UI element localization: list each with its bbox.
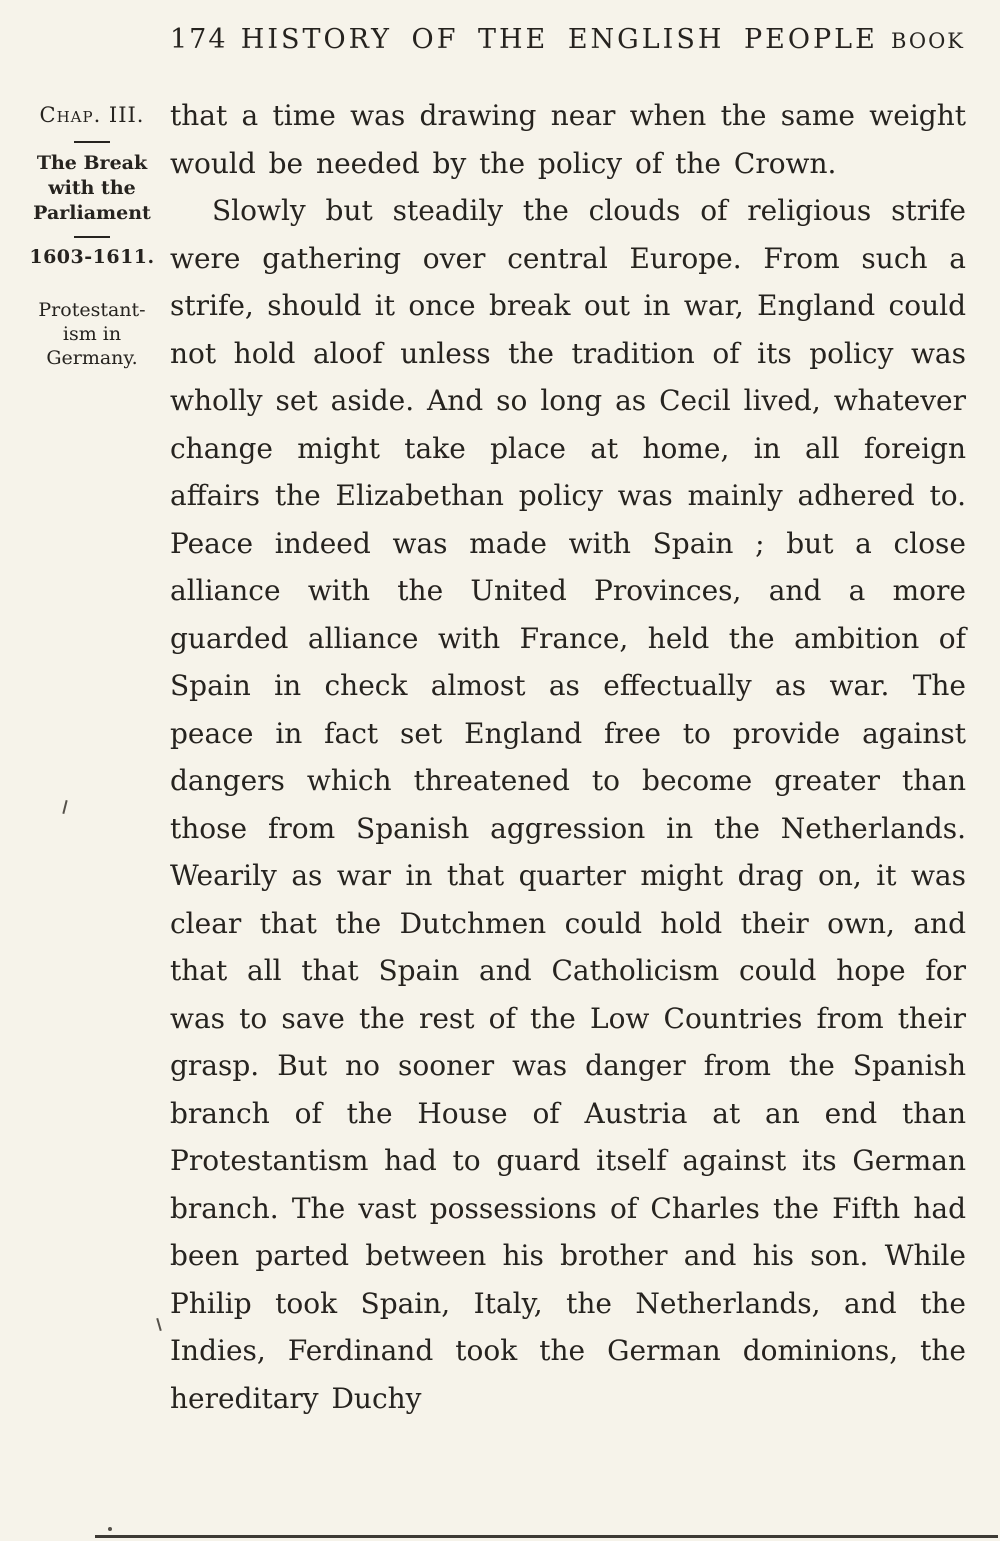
book-label: BOOK [891, 29, 965, 53]
scan-artifact [62, 800, 67, 814]
paragraph: that a time was drawing near when the same weight would be needed by the policy of the Crown. [170, 99, 966, 180]
margin-note-line: Germany. [46, 347, 138, 369]
margin-note-break-with-parliament [18, 151, 166, 226]
body-text [170, 92, 966, 1422]
margin-note-line: ism in [62, 323, 122, 345]
margin-note-line: with the [48, 177, 136, 199]
margin-note-line: Protestant- [38, 299, 146, 321]
page-header [170, 24, 965, 55]
scan-artifact [108, 1527, 112, 1531]
date-range-label: 1603-1611. [29, 246, 155, 268]
margin-note-protestantism [18, 298, 166, 370]
chapter-heading: Chap. III. [39, 103, 145, 127]
paragraph: Slowly but steadily the clouds of religious strife were gathering over central Europe. From such a strife, should it once break out in war, England could not hold aloof unless the tradition of its policy was wholly set aside. And so long as Cecil lived, whatever change might take place at home, in all foreign affairs the Elizabethan policy was mainly adhered to. Peace indeed was made with Spain ; but a close alliance with the United Provinces, and a more guarded alliance with France, held the ambition of Spain in check almost as effectually as war. The peace in fact set England free to provide against dangers which threatened to become greater than those from Spanish aggression in the Netherlands. Wearily as war in that quarter might drag on, it was clear that the Dutchmen could hold their own, and that all that Spain and Catholicism could hope for was to save the rest of the Low Countries from their grasp. But no sooner was danger from the Spanish branch of the House of Austria at an end than Protestantism had to guard itself against its German branch. The vast possessions of Charles the Fifth had been parted between his brother and his son. While Philip took Spain, Italy, the Netherlands, and the Indies, Ferdinand took the German dominions, the hereditary Duchy [170, 194, 966, 1415]
page-number: 174 [170, 24, 228, 55]
margin-note-line: Parliament [33, 202, 151, 224]
margin-rule [74, 141, 110, 143]
scan-artifact [156, 1318, 162, 1331]
margin-note-line: The Break [36, 152, 148, 174]
margin-rule [74, 236, 110, 238]
scan-artifact-bottom-edge [95, 1535, 998, 1538]
running-title: HISTORY OF THE ENGLISH PEOPLE [240, 24, 878, 55]
